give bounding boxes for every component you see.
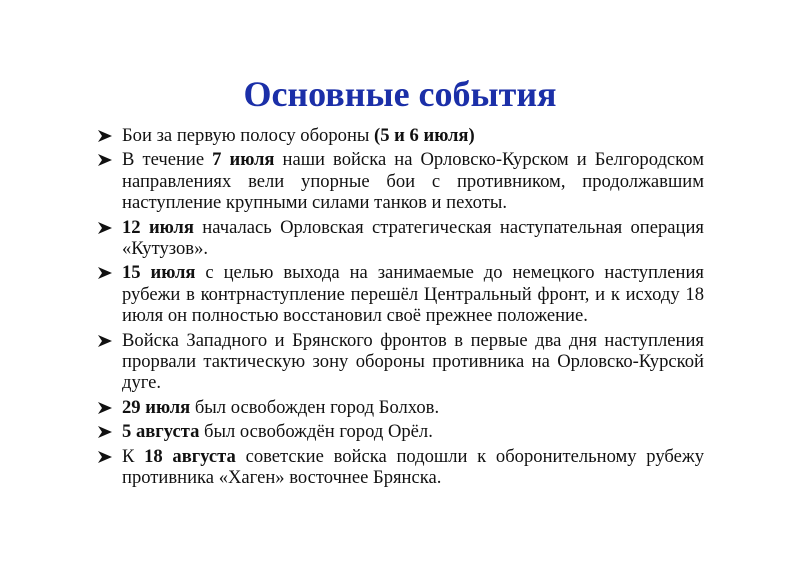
item-text: был освобождён город Орёл. <box>199 421 433 443</box>
arrowhead-bullet-icon <box>98 426 112 438</box>
list-item <box>98 125 704 146</box>
item-text: с целью выхода на занимаемые до немецкого наступления рубежи в контрнаступление перешёл Центральный фронт, и к исходу 18 июля он полностью восстановил своё прежнее положение. <box>122 262 704 327</box>
list-item <box>98 397 704 418</box>
arrowhead-bullet-icon <box>98 130 112 142</box>
list-item <box>98 262 704 326</box>
item-text: К <box>122 445 145 467</box>
item-text: Бои за первую полосу обороны <box>122 125 375 146</box>
item-date: 12 июля <box>122 216 194 238</box>
item-text: началась Орловская стратегическая наступательная операция «Кутузов». <box>122 216 704 260</box>
item-date: (5 и 6 июля) <box>374 125 475 146</box>
item-date: 7 июля <box>212 149 275 171</box>
arrowhead-bullet-icon <box>98 451 112 463</box>
list-item <box>98 446 704 489</box>
item-date: 18 августа <box>144 445 236 467</box>
item-text: был освобожден город Болхов. <box>190 396 440 418</box>
item-date: 29 июля <box>122 396 191 418</box>
item-text: советские войска подошли к оборонительному рубежу противника «Хаген» восточнее Брянска. <box>122 445 704 489</box>
item-text: наши войска на Орловско-Курском и Белгородском направлениях вели упорные бои с противником, продолжавшим наступление крупными силами танков и пехоты. <box>122 149 704 214</box>
arrowhead-bullet-icon <box>98 335 112 347</box>
arrowhead-bullet-icon <box>98 154 112 166</box>
item-date: 15 июля <box>122 262 196 284</box>
list-item <box>98 421 704 442</box>
list-item <box>98 330 704 394</box>
list-item <box>98 217 704 260</box>
list-item <box>98 149 704 213</box>
arrowhead-bullet-icon <box>98 267 112 279</box>
item-text: Войска Западного и Брянского фронтов в первые два дня наступления прорвали тактическую зону обороны противника на Орловско-Курской дуге. <box>122 329 704 394</box>
events-list <box>98 125 704 492</box>
item-text: В течение <box>122 149 213 171</box>
item-date: 5 августа <box>122 421 200 443</box>
page-title: Основные события <box>243 74 557 114</box>
arrowhead-bullet-icon <box>98 402 112 414</box>
arrowhead-bullet-icon <box>98 222 112 234</box>
